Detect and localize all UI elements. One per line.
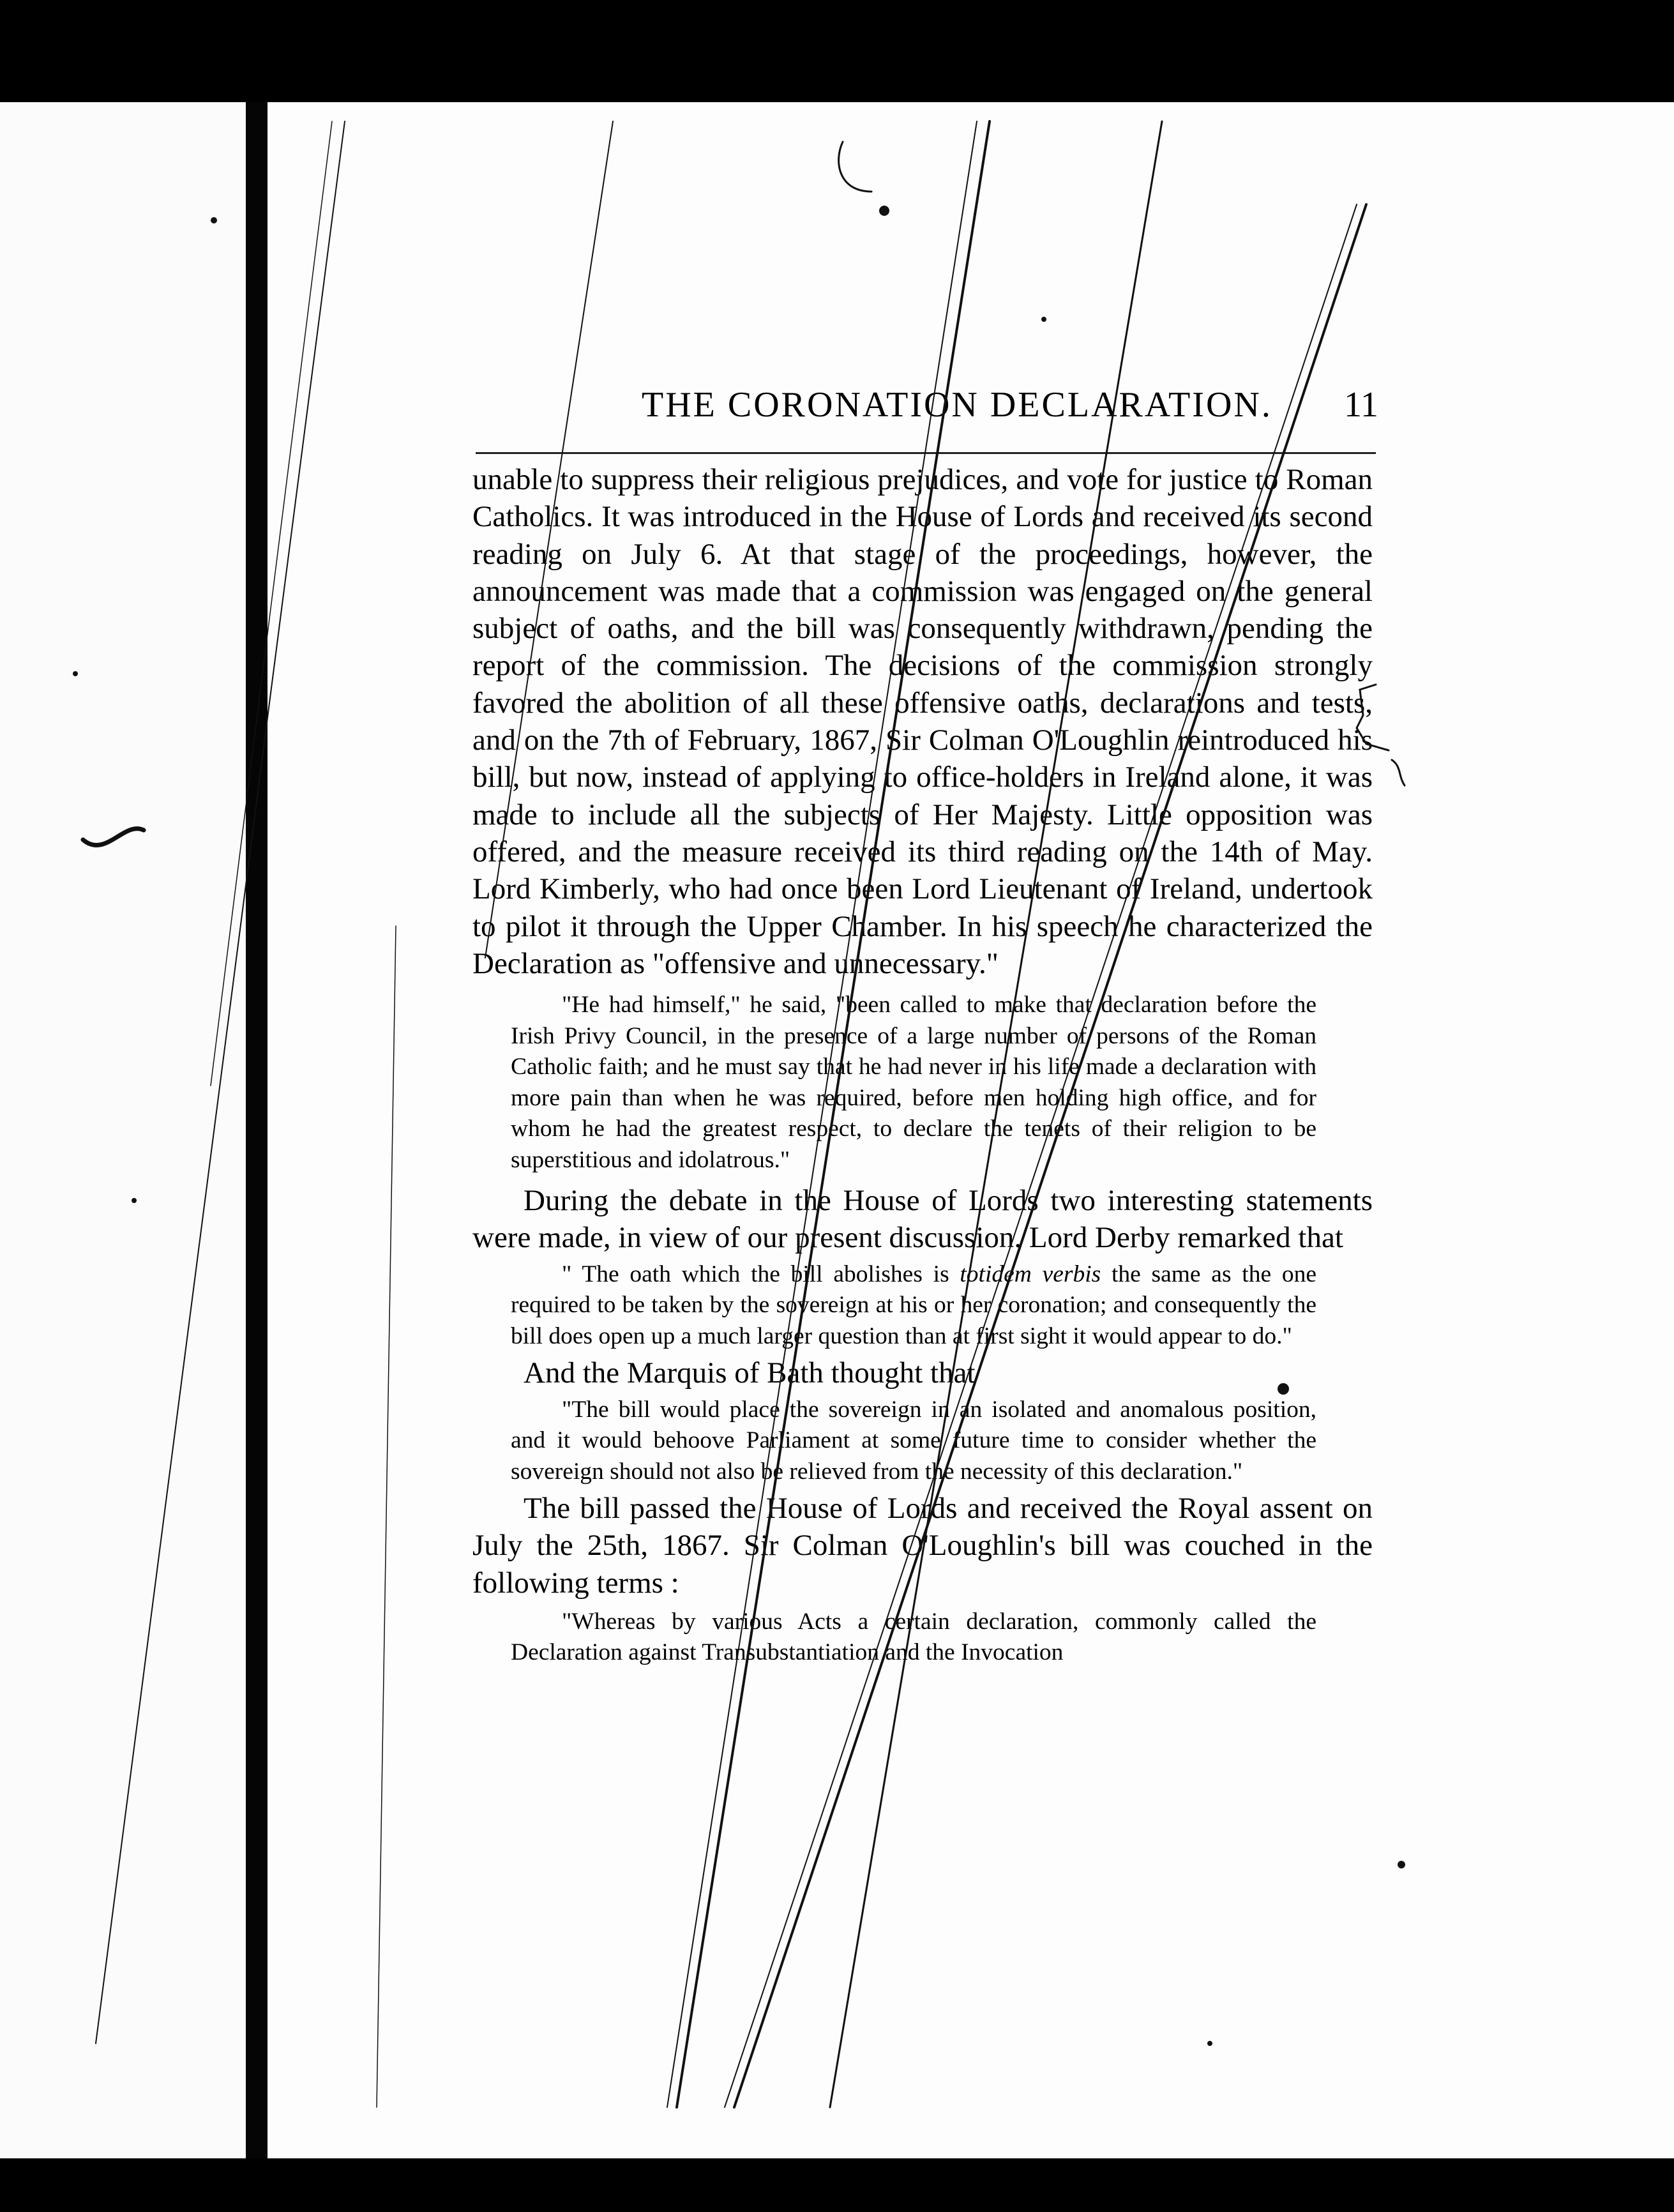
- quote-bath: "The bill would place the sovereign in an isolated and anomalous position, and it would behoove Parliament at some future time to consider whether the sovereign should not also be relieved from the necessity of this declaration.": [511, 1396, 1316, 1485]
- page-text: [472, 461, 1373, 1669]
- paragraph-bill-history: unable to suppress their religious prejudices, and vote for justice to Roman Catholics. It was introduced in the House of Lords and received its second reading on July 6. At that stage of the proceedings, however, the announcement was made that a commission was engaged on the general subject of oaths, and the bill was consequently withdrawn, pending the report of the commission. The decisions of the commission strongly favored the abolition of all these offensive oaths, declarations and tests, and on the 7th of February, 1867, Sir Colman O'Loughlin reintroduced his bill, but now, instead of applying to office-holders in Ireland alone, it was made to include all the subjects of Her Majesty. Little opposition was offered, and the measure received its third reading on the 14th of May. Lord Kimberly, who had once been Lord Lieutenant of Ireland, undertook to pilot it through the Upper Chamber. In his speech he characterized the Declaration as "offensive and unnecessary.": [472, 463, 1373, 980]
- paragraph-debate: During the debate in the House of Lords two interesting statements were made, in view of our present discussion. Lord Derby remarked that: [472, 1184, 1373, 1255]
- quote-derby-text-end: the same as the one required to be taken by the sovereign at his or her coronation; and consequently the bill does open up a much larger question than at first sight it would appear to do.": [511, 1261, 1316, 1349]
- quote-kimberly: "He had himself," he said, "been called to make that declaration before the Irish Privy Council, in the presence of a large number of persons of the Roman Catholic faith; and he must say that he had never in his life made a declaration with more pain than when he was required, before men holding high office, and for whom he had the greatest respect, to declare the tenets of their religion to be superstitious and idolatrous.": [511, 992, 1316, 1173]
- quote-derby-text: " The oath which the bill abolishes is: [562, 1261, 960, 1287]
- quote-derby-latin: totidem verbis: [960, 1261, 1101, 1287]
- facing-page-edge: [0, 102, 246, 2158]
- running-head: THE CORONATION DECLARATION.: [642, 385, 1272, 425]
- quote-derby: [472, 1259, 1373, 1352]
- page-number: 11: [1344, 385, 1378, 425]
- paragraph-royal-assent: The bill passed the House of Lords and received the Royal assent on July the 25th, 1867. Sir Colman O'Loughlin's bill was couched in the following terms :: [472, 1492, 1373, 1600]
- header-rule: [476, 452, 1376, 454]
- paragraph-bath: And the Marquis of Bath thought that: [524, 1356, 976, 1390]
- binding-gutter: [246, 102, 268, 2158]
- quote-bill-text: "Whereas by various Acts a certain declaration, commonly called the Declaration against Transubstantiation and the Invocation: [511, 1608, 1316, 1666]
